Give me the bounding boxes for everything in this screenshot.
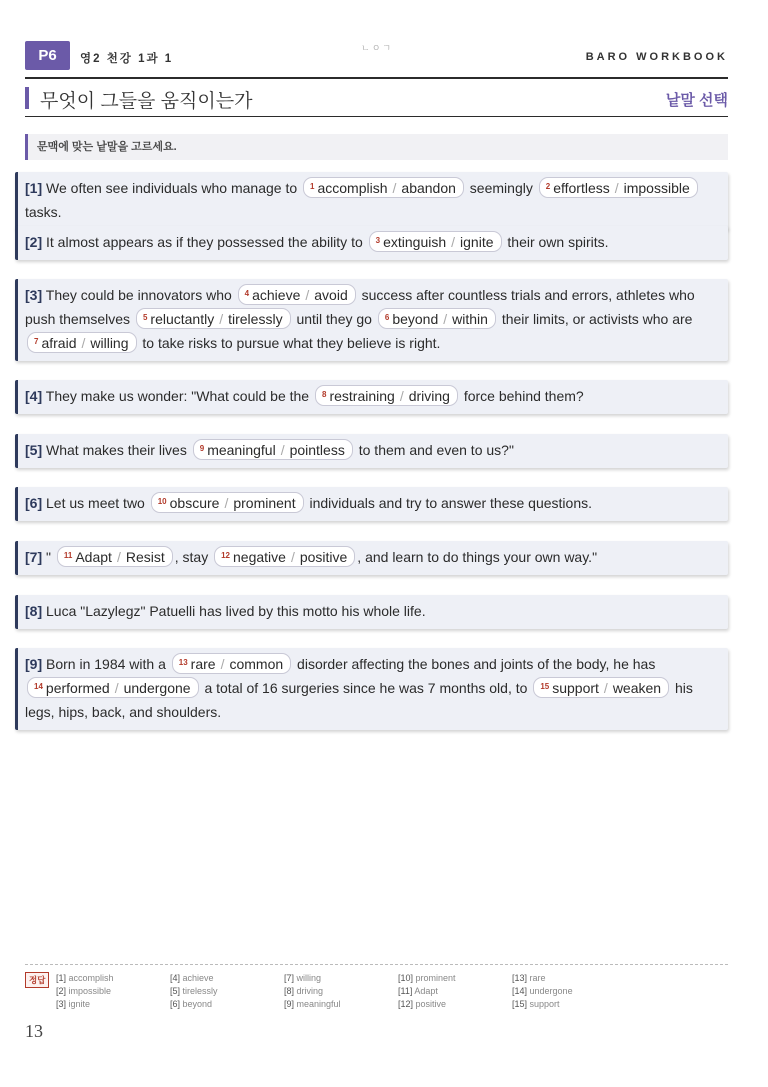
sentence-text: It almost appears as if they possessed the ability to xyxy=(46,234,367,250)
title-row xyxy=(25,85,728,117)
title-accent-bar xyxy=(25,87,29,109)
question-item xyxy=(15,434,728,468)
choice-option-b[interactable]: willing xyxy=(90,335,129,351)
sentence-text: individuals and try to answer these questions. xyxy=(305,495,592,511)
word-choice xyxy=(136,308,291,329)
sentence-text: , stay xyxy=(174,549,213,565)
sentence-text: to them and even to us?" xyxy=(354,442,514,458)
sentence-text: tasks. xyxy=(25,204,62,220)
answer-word: achieve xyxy=(182,973,214,983)
sentence-text: disorder affecting the bones and joints of the body, he has xyxy=(293,656,656,672)
instruction-box: 문맥에 맞는 낱말을 고르세요. xyxy=(25,134,728,160)
answer-word: ignite xyxy=(68,999,91,1009)
answer-index: [1] xyxy=(56,973,67,983)
choice-option-b[interactable]: avoid xyxy=(314,287,348,303)
answer-entry xyxy=(512,985,573,998)
answer-entry xyxy=(170,998,218,1011)
answer-index: [9] xyxy=(284,999,295,1009)
choice-separator: / xyxy=(443,311,448,327)
sentence-text: They make us wonder: "What could be the xyxy=(45,388,313,404)
choice-option-a[interactable]: performed xyxy=(45,680,110,696)
word-choice xyxy=(315,385,458,406)
choice-option-a[interactable]: reluctantly xyxy=(150,311,215,327)
choice-separator: / xyxy=(603,680,608,696)
choice-option-a[interactable]: restraining xyxy=(329,388,395,404)
choice-option-a[interactable]: effortless xyxy=(553,180,610,196)
answer-column xyxy=(398,972,456,1011)
question-item xyxy=(15,380,728,414)
choice-option-a[interactable]: obscure xyxy=(169,495,220,511)
sentence-text: They could be innovators who xyxy=(45,287,236,303)
section-label: 낱말 선택 xyxy=(665,92,728,109)
sentence-text: What makes their lives xyxy=(46,442,191,458)
choice-option-a[interactable]: accomplish xyxy=(317,180,388,196)
choice-separator: / xyxy=(81,335,86,351)
choice-option-b[interactable]: weaken xyxy=(612,680,662,696)
answer-entry xyxy=(56,985,114,998)
answer-entry xyxy=(284,998,341,1011)
answer-key xyxy=(25,964,728,1009)
choice-option-a[interactable]: achieve xyxy=(252,287,301,303)
choice-number: 12 xyxy=(221,551,230,560)
word-choice xyxy=(533,677,669,698)
question-item xyxy=(15,541,728,575)
answer-index: [7] xyxy=(284,973,295,983)
sentence-text: Born in 1984 with a xyxy=(46,656,170,672)
answer-index: [13] xyxy=(512,973,528,983)
answer-word: positive xyxy=(415,999,447,1009)
word-choice xyxy=(57,546,173,567)
word-choice xyxy=(27,332,137,353)
question-number: [2] xyxy=(25,234,43,250)
choice-number: 1 xyxy=(310,182,315,191)
answer-word: prominent xyxy=(415,973,456,983)
answer-word: rare xyxy=(529,973,546,983)
choice-option-a[interactable]: support xyxy=(552,680,599,696)
choice-option-b[interactable]: undergone xyxy=(123,680,191,696)
answer-entry xyxy=(56,998,114,1011)
choice-number: 14 xyxy=(34,682,43,691)
page-title: 무엇이 그들을 움직이는가 xyxy=(40,91,253,112)
answer-word: accomplish xyxy=(68,973,114,983)
question-number: [1] xyxy=(25,180,43,196)
answer-word: tirelessly xyxy=(182,986,218,996)
choice-option-a[interactable]: meaningful xyxy=(207,442,276,458)
choice-separator: / xyxy=(114,680,119,696)
choice-separator: / xyxy=(224,495,229,511)
answer-entry xyxy=(284,985,341,998)
sentence-text: until they go xyxy=(292,311,376,327)
course-label: 영2 천강 1과 1 xyxy=(80,53,174,65)
answer-word: impossible xyxy=(68,986,112,996)
answer-column xyxy=(512,972,573,1011)
question-item xyxy=(15,487,728,521)
choice-number: 5 xyxy=(142,313,148,322)
answer-entry xyxy=(398,985,456,998)
choice-number: 4 xyxy=(244,289,250,298)
answer-index: [12] xyxy=(398,999,414,1009)
answer-key-badge: 정답 xyxy=(25,972,49,988)
choice-option-b[interactable]: pointless xyxy=(289,442,345,458)
answer-entry xyxy=(284,972,341,985)
word-choice xyxy=(214,546,355,567)
answer-index: [3] xyxy=(56,999,67,1009)
choice-option-a[interactable]: beyond xyxy=(392,311,439,327)
question-number: [5] xyxy=(25,442,43,458)
answer-word: support xyxy=(529,999,560,1009)
question-number: [9] xyxy=(25,656,43,672)
answer-word: driving xyxy=(296,986,324,996)
choice-number: 9 xyxy=(199,444,205,453)
answer-word: willing xyxy=(296,973,322,983)
sentence-text: his legs, hips, back, and shoulders. xyxy=(25,680,693,720)
choice-option-b[interactable]: prominent xyxy=(233,495,296,511)
answer-word: meaningful xyxy=(296,999,341,1009)
answer-entry xyxy=(512,998,573,1011)
word-choice xyxy=(27,677,199,698)
choice-number: 2 xyxy=(545,182,551,191)
choice-option-a[interactable]: rare xyxy=(190,656,216,672)
choice-separator: / xyxy=(399,388,404,404)
page-header xyxy=(25,41,728,79)
word-choice xyxy=(193,439,353,460)
answer-index: [8] xyxy=(284,986,295,996)
word-choice xyxy=(378,308,496,329)
choice-option-a[interactable]: afraid xyxy=(41,335,77,351)
sentence-text: a total of 16 surgeries since he was 7 months old, to xyxy=(200,680,532,696)
choice-option-a[interactable]: Adapt xyxy=(75,549,112,565)
sentence-text: We often see individuals who manage to xyxy=(46,180,302,196)
sentence-text: their limits, or activists who are xyxy=(497,311,693,327)
choice-separator: / xyxy=(220,656,225,672)
choice-separator: / xyxy=(614,180,619,196)
choice-option-b[interactable]: Resist xyxy=(125,549,165,565)
choice-number: 8 xyxy=(321,390,327,399)
page-badge: P6 xyxy=(25,41,70,70)
page-number: 13 xyxy=(25,1021,43,1041)
question-number: [8] xyxy=(25,603,43,619)
sentence-text: Let us meet two xyxy=(46,495,149,511)
brand-label: BARO WORKBOOK xyxy=(585,51,728,63)
answer-entry xyxy=(170,985,218,998)
answer-word: Adapt xyxy=(414,986,438,996)
choice-option-b[interactable]: driving xyxy=(408,388,450,404)
answer-entry xyxy=(398,998,456,1011)
choice-number: 13 xyxy=(178,658,188,667)
word-choice xyxy=(369,231,502,252)
sentence-text: , and learn to do things your own way." xyxy=(357,549,598,565)
answer-index: [11] xyxy=(398,986,413,996)
choice-option-b[interactable]: ignite xyxy=(460,234,494,250)
word-choice xyxy=(539,177,698,198)
choice-number: 15 xyxy=(540,682,550,691)
answer-index: [4] xyxy=(170,973,181,983)
answer-index: [15] xyxy=(512,999,528,1009)
choice-separator: / xyxy=(305,287,310,303)
question-number: [3] xyxy=(25,287,43,303)
choice-option-b[interactable]: tirelessly xyxy=(228,311,283,327)
choice-separator: / xyxy=(219,311,224,327)
choice-option-b[interactable]: common xyxy=(229,656,284,672)
answer-index: [5] xyxy=(170,986,181,996)
question-item xyxy=(15,279,728,361)
header-mark: ㄴㅇㄱ xyxy=(361,43,394,53)
answer-column xyxy=(284,972,341,1011)
sentence-text: force behind them? xyxy=(459,388,584,404)
choice-separator: / xyxy=(392,180,397,196)
question-item xyxy=(15,595,728,629)
sentence-text: Luca "Lazylegz" Patuelli has lived by this motto his whole life. xyxy=(46,603,426,619)
question-item xyxy=(15,648,728,730)
answer-column xyxy=(170,972,218,1011)
choice-option-a[interactable]: negative xyxy=(233,549,286,565)
answer-entry xyxy=(398,972,456,985)
word-choice xyxy=(151,492,304,513)
sentence-text: success after countless trials and errors, athletes who push themselves xyxy=(25,287,695,327)
question-number: [6] xyxy=(25,495,43,511)
word-choice xyxy=(172,653,291,674)
choice-option-b[interactable]: abandon xyxy=(401,180,456,196)
answer-entry xyxy=(56,972,114,985)
sentence-text: their own spirits. xyxy=(503,234,609,250)
answer-column xyxy=(56,972,114,1011)
choice-option-b[interactable]: within xyxy=(452,311,488,327)
word-choice xyxy=(238,284,356,305)
answer-entry xyxy=(170,972,218,985)
choice-number: 6 xyxy=(384,313,390,322)
choice-number: 7 xyxy=(34,337,39,346)
answer-entry xyxy=(512,972,573,985)
sentence-text: " xyxy=(46,549,55,565)
answer-word: beyond xyxy=(182,999,213,1009)
answer-index: [14] xyxy=(512,986,528,996)
sentence-text: seemingly xyxy=(465,180,537,196)
answer-index: [6] xyxy=(170,999,181,1009)
choice-option-b[interactable]: impossible xyxy=(623,180,690,196)
question-item xyxy=(15,226,728,260)
choice-number: 11 xyxy=(63,551,73,560)
choice-separator: / xyxy=(451,234,456,250)
choice-separator: / xyxy=(280,442,285,458)
choice-number: 10 xyxy=(157,497,167,506)
answer-index: [10] xyxy=(398,973,414,983)
choice-option-a[interactable]: extinguish xyxy=(383,234,447,250)
choice-separator: / xyxy=(116,549,121,565)
choice-separator: / xyxy=(290,549,295,565)
word-choice xyxy=(303,177,464,198)
choice-option-b[interactable]: positive xyxy=(299,549,348,565)
question-number: [7] xyxy=(25,549,43,565)
question-item xyxy=(15,172,728,230)
answer-index: [2] xyxy=(56,986,67,996)
question-number: [4] xyxy=(25,388,43,404)
choice-number: 3 xyxy=(375,236,381,245)
sentence-text: to take risks to pursue what they believe is right. xyxy=(138,335,441,351)
answer-word: undergone xyxy=(529,986,573,996)
